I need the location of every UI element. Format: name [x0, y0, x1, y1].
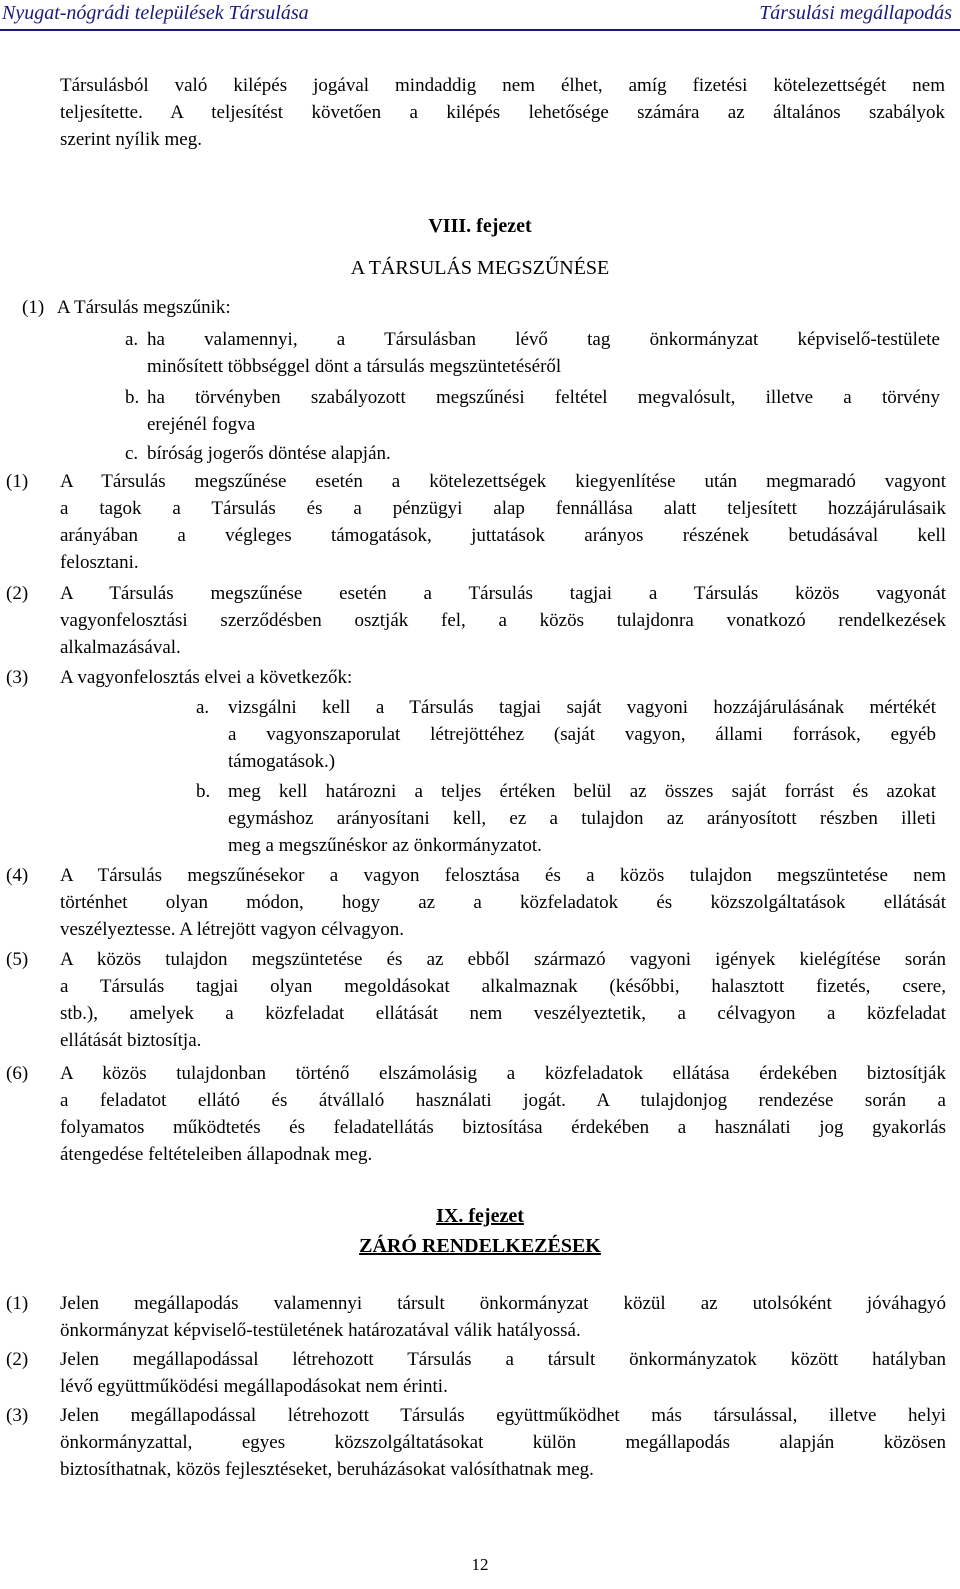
paragraph-line: veszélyeztesse. A létrejött vagyon célvagyon. — [60, 919, 404, 940]
list-line: erejénél fogva — [147, 414, 256, 435]
list-line: meg kell határozni a teljes értéken belül az összes saját forrást és azokat — [228, 781, 936, 802]
paragraph-line: önkormányzat képviselő-testületének határozatával válik hatályossá. — [60, 1320, 581, 1341]
paragraph-mark: (2) — [6, 583, 29, 604]
paragraph-line: stb.), amelyek a közfeladat ellátását nem veszélyeztetik, a célvagyon a közfeladat — [60, 1003, 946, 1024]
list-line: ha valamennyi, a Társulásban lévő tag önkormányzat képviselő-testülete — [147, 329, 940, 350]
chapter-title: A TÁRSULÁS MEGSZŰNÉSE — [350, 257, 610, 279]
paragraph-line: arányában a végleges támogatások, juttatások arányos részének betudásával kell — [60, 525, 946, 546]
list-marker: a. — [196, 697, 210, 718]
paragraph-text: A Társulás megszűnik: — [56, 297, 231, 318]
paragraph-line: biztosíthatnak, közös fejlesztéseket, beruházásokat valósíthatnak meg. — [60, 1459, 594, 1480]
paragraph-line: önkormányzattal, egyes közszolgáltatásokat külön megállapodás alapján közösen — [60, 1432, 946, 1453]
paragraph-line: átengedése feltételeiben állapodnak meg. — [60, 1144, 373, 1165]
list-line: minősített többséggel dönt a társulás megszüntetéséről — [147, 356, 562, 377]
list-line: vizsgálni kell a Társulás tagjai saját vagyoni hozzájárulásának mértékét — [228, 697, 936, 718]
header-divider — [0, 29, 960, 31]
paragraph-mark: (1) — [22, 297, 45, 318]
list-line: bíróság jogerős döntése alapján. — [147, 443, 391, 464]
paragraph-line: folyamatos működtetés és feladatellátás biztosítása érdekében a használati jog gyakorlás — [60, 1117, 946, 1138]
list-marker: c. — [125, 443, 139, 464]
page-header — [0, 0, 960, 30]
chapter-heading — [0, 212, 960, 282]
paragraph-line: Jelen megállapodás valamennyi társult önkormányzat közül az utolsóként jóváhagyó — [60, 1293, 946, 1314]
list-line: meg a megszűnéskor az önkormányzatot. — [228, 835, 542, 856]
chapter-title: ZÁRÓ RENDELKEZÉSEK — [359, 1235, 601, 1257]
paragraph-line: ellátását biztosítja. — [60, 1030, 202, 1051]
header-doc-title: Társulási megállapodás — [759, 2, 952, 24]
paragraph-line: történhet olyan módon, hogy az a közfeladatok és közszolgáltatások ellátását — [60, 892, 946, 913]
paragraph-line: a feladatot ellátó és átvállaló használati jogát. A tulajdonjog rendezése során a — [60, 1090, 946, 1111]
paragraph-mark: (2) — [6, 1349, 29, 1370]
list-line: egymáshoz arányosítani kell, ez a tulajdon az arányosított részben illeti — [228, 808, 936, 829]
paragraph-line: Jelen megállapodással létrehozott Társulás a társult önkormányzatok között hatályban — [60, 1349, 946, 1370]
list-marker: b. — [125, 387, 140, 408]
list-line: a vagyonszaporulat létrejöttéhez (saját vagyon, állami források, egyéb — [228, 724, 936, 745]
paragraph-mark: (4) — [6, 865, 29, 886]
intro-line: szerint nyílik meg. — [60, 129, 202, 150]
chapter-number: IX. fejezet — [436, 1205, 524, 1227]
paragraph-mark: (1) — [6, 1293, 29, 1314]
header-org-name: Nyugat-nógrádi települések Társulása — [2, 2, 309, 24]
paragraph-line: a tagok a Társulás és a pénzügyi alap fennállása alatt teljesített hozzájárulásaik — [60, 498, 946, 519]
paragraph-mark: (3) — [6, 667, 29, 688]
paragraph-mark: (6) — [6, 1063, 29, 1084]
paragraph-line: A Társulás megszűnése esetén a kötelezettségek kiegyenlítése után megmaradó vagyont — [60, 471, 946, 492]
paragraph-8-1 — [22, 294, 231, 321]
paragraph-mark: (5) — [6, 949, 29, 970]
intro-paragraph — [60, 72, 945, 153]
paragraph-line: A Társulás megszűnésekor a vagyon felosztása és a közös tulajdon megszüntetése nem — [60, 865, 946, 886]
intro-line: Társulásból való kilépés jogával mindaddig nem élhet, amíg fizetési kötelezettségét nem — [60, 75, 945, 96]
paragraph-line: vagyonfelosztási szerződésben osztják fel, a közös tulajdonra vonatkozó rendelkezések — [60, 610, 946, 631]
paragraph-mark: (1) — [6, 471, 29, 492]
chapter-heading — [0, 1202, 960, 1260]
page-number: 12 — [471, 1555, 489, 1574]
paragraph-line: A közös tulajdon megszüntetése és az ebből származó vagyoni igények kielégítése során — [60, 949, 946, 970]
list-marker: b. — [196, 781, 211, 802]
paragraph-line: alkalmazásával. — [60, 637, 181, 658]
paragraph-mark: (3) — [6, 1405, 29, 1426]
paragraph-line: felosztani. — [60, 552, 139, 573]
paragraph-line: A közös tulajdonban történő elszámolásig a közfeladatok ellátása érdekében biztosítják — [60, 1063, 946, 1084]
paragraph-line: lévő együttműködési megállapodásokat nem érinti. — [60, 1376, 448, 1397]
list-marker: a. — [125, 329, 139, 350]
paragraph-line: A vagyonfelosztás elvei a következők: — [60, 667, 353, 688]
intro-line: teljesítette. A teljesítést követően a kilépés lehetősége számára az általános szabályok — [60, 102, 945, 123]
paragraph-line: A Társulás megszűnése esetén a Társulás tagjai a Társulás közös vagyonát — [60, 583, 946, 604]
list-line: ha törvényben szabályozott megszűnési feltétel megvalósult, illetve a törvény — [147, 387, 940, 408]
paragraph-line: Jelen megállapodással létrehozott Társulás együttműködhet más társulással, illetve helyi — [60, 1405, 946, 1426]
paragraph-line: a Társulás tagjai olyan megoldásokat alkalmaznak (későbbi, halasztott fizetés, csere, — [60, 976, 946, 997]
list-line: támogatások.) — [228, 751, 336, 772]
chapter-number: VIII. fejezet — [428, 215, 532, 237]
